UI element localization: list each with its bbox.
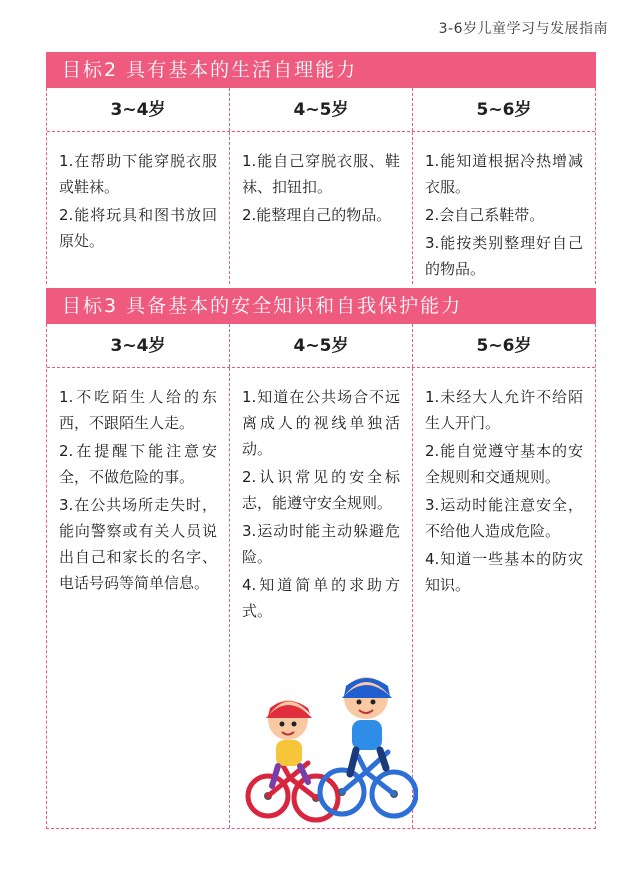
age-header: 5~6岁: [476, 100, 532, 120]
list-item: 3.在公共场所走失时，能向警察或有关人员说出自己和家长的名字、电话号码等简单信息。: [59, 496, 217, 592]
section-title: 目标2 具有基本的生活自理能力: [46, 52, 596, 88]
list-item: 1.知道在公共场合不远离成人的视线单独活动。: [242, 388, 400, 458]
age-column-4-5: [230, 132, 413, 284]
list-item: 2.在提醒下能注意安全，不做危险的事。: [59, 442, 217, 486]
age-column-5-6: [413, 368, 595, 828]
age-header: 3~4岁: [47, 88, 230, 131]
content-row: [47, 132, 595, 284]
list-item: 3.运动时能注意安全，不给他人造成危险。: [425, 496, 583, 540]
boy-rider-icon: [342, 677, 392, 774]
list-item: 3.能按类别整理好自己的物品。: [425, 234, 583, 278]
list-item: 1.不吃陌生人给的东西，不跟陌生人走。: [59, 388, 217, 432]
kids-riding-bicycles-icon: [238, 668, 418, 828]
list-item: 2.认识常见的安全标志，能遵守安全规则。: [242, 468, 400, 512]
list-item: 4.知道简单的求助方式。: [242, 576, 400, 620]
page-header: 3-6岁儿童学习与发展指南: [438, 21, 608, 37]
list-item: 4.知道一些基本的防灾知识。: [425, 550, 583, 594]
age-header-row: [47, 88, 595, 132]
list-item: 1.能自己穿脱衣服、鞋袜、扣钮扣。: [242, 152, 400, 196]
goal-2-section: [46, 52, 596, 284]
list-item: 2.能将玩具和图书放回原处。: [59, 206, 217, 250]
age-header-row: [47, 324, 595, 368]
age-header: 4~5岁: [230, 324, 413, 367]
age-header: 4~5岁: [230, 88, 413, 131]
list-item: 1.能知道根据冷热增减衣服。: [425, 152, 583, 196]
goal-table: [46, 88, 596, 284]
age-header: 3~4岁: [47, 324, 230, 367]
list-item: 3.运动时能主动躲避危险。: [242, 522, 400, 566]
age-column-3-4: [47, 368, 230, 828]
list-item: 2.能整理自己的物品。: [242, 206, 392, 224]
list-item: 1.在帮助下能穿脱衣服或鞋袜。: [59, 152, 217, 196]
list-item: 1.未经大人允许不给陌生人开门。: [425, 388, 583, 432]
small-bicycle-icon: [248, 763, 338, 820]
age-header: 5~6岁: [476, 336, 532, 356]
list-item: 2.能自觉遵守基本的安全规则和交通规则。: [425, 442, 583, 486]
section-title: 目标3 具备基本的安全知识和自我保护能力: [46, 288, 596, 324]
age-column-5-6: [413, 132, 595, 284]
age-column-3-4: [47, 132, 230, 284]
list-item: 2.会自己系鞋带。: [425, 206, 545, 224]
